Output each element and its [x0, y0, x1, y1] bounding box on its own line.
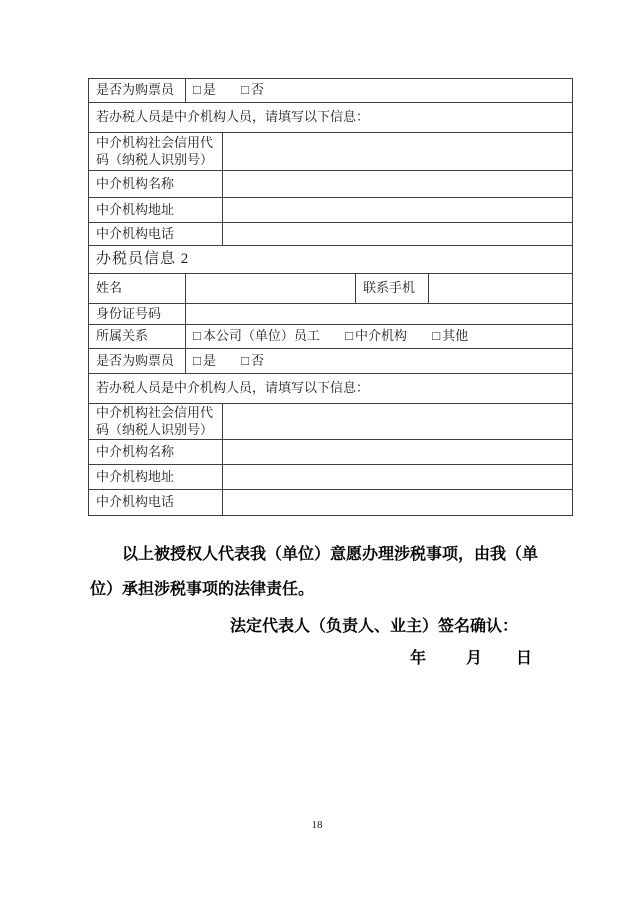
relation-option-other	[432, 328, 468, 345]
relation-option-agency-label: 中介机构	[354, 328, 407, 344]
agency-note-cell-1: 若办税人员是中介机构人员，请填写以下信息：	[89, 103, 573, 133]
relation-option-employee-label: 本公司（单位）员工	[202, 328, 320, 344]
date-year-label: 年	[410, 650, 427, 667]
option-yes-1	[193, 82, 216, 99]
relation-label-cell: 所属关系	[89, 325, 186, 349]
checkbox-icon: □	[432, 328, 441, 344]
checkbox-icon: □	[193, 352, 201, 368]
table-row	[89, 304, 573, 325]
table-row	[89, 465, 573, 490]
date-line	[410, 648, 566, 670]
table-row	[89, 79, 573, 103]
option-no-1	[241, 82, 264, 99]
agency-phone-value-cell-2	[223, 490, 573, 516]
agency-address-value-cell-2	[223, 465, 573, 490]
agency-code-label-cell-2: 中介机构社会信用代码（纳税人识别号）	[89, 404, 223, 440]
mobile-label-cell: 联系手机	[356, 274, 429, 304]
table-row	[89, 404, 573, 440]
option-yes-2	[193, 353, 216, 370]
date-day-label: 日	[516, 650, 533, 667]
table-row	[89, 198, 573, 223]
table-row	[89, 133, 573, 171]
name-label-cell: 姓名	[89, 274, 186, 304]
agency-name-value-cell-1	[223, 171, 573, 198]
agency-name-label-cell-1: 中介机构名称	[89, 171, 223, 198]
table-row	[89, 274, 573, 304]
tax-agent-form-table	[88, 78, 573, 516]
agency-phone-value-cell-1	[223, 223, 573, 246]
purchaser-options-cell-2	[186, 349, 573, 374]
table-row	[89, 349, 573, 374]
purchaser-options-cell-1	[186, 79, 573, 103]
relation-option-other-label: 其他	[442, 328, 469, 344]
statement-line-2: 位）承担涉税事项的法律责任。	[90, 581, 315, 598]
table-row	[89, 246, 573, 274]
table-row	[89, 325, 573, 349]
table-row	[89, 171, 573, 198]
signature-confirm-label: 法定代表人（负责人、业主）签名确认：	[230, 618, 519, 635]
checkbox-icon: □	[345, 328, 353, 344]
agency-address-label-cell-2: 中介机构地址	[89, 465, 223, 490]
agency-code-value-cell-1	[223, 133, 573, 171]
checkbox-icon: □	[241, 82, 249, 98]
option-no-label: 否	[250, 352, 264, 368]
mobile-value-cell	[429, 274, 573, 304]
relation-option-agency	[345, 328, 407, 345]
checkbox-icon: □	[193, 328, 201, 344]
agency-name-value-cell-2	[223, 440, 573, 465]
agency-code-value-cell-2	[223, 404, 573, 440]
agency-phone-label-cell-1: 中介机构电话	[89, 223, 223, 246]
agency-address-label-cell-1: 中介机构地址	[89, 198, 223, 223]
table-row	[89, 490, 573, 516]
table-row	[89, 374, 573, 404]
authorization-statement	[90, 544, 566, 670]
purchaser-label-cell-2: 是否为购票员	[89, 349, 186, 374]
statement-line-1: 以上被授权人代表我（单位）意愿办理涉税事项，由我（单	[122, 546, 539, 563]
option-yes-label: 是	[202, 82, 216, 98]
agency-code-label-cell-1: 中介机构社会信用代码（纳税人识别号）	[89, 133, 223, 171]
option-no-2	[241, 353, 264, 370]
relation-options-cell	[186, 325, 573, 349]
table-row	[89, 440, 573, 465]
name-value-cell	[186, 274, 356, 304]
relation-option-employee	[193, 328, 320, 345]
checkbox-icon: □	[241, 352, 249, 368]
option-no-label: 否	[250, 82, 264, 98]
page-number: 18	[311, 819, 323, 831]
option-yes-label: 是	[202, 352, 216, 368]
id-number-value-cell	[186, 304, 573, 325]
agency-phone-label-cell-2: 中介机构电话	[89, 490, 223, 516]
date-month-label: 月	[466, 650, 483, 667]
table-row	[89, 103, 573, 133]
section2-header: 办税员信息 2	[89, 246, 573, 274]
checkbox-icon: □	[193, 82, 201, 98]
purchaser-label-cell-1: 是否为购票员	[89, 79, 186, 103]
id-number-label-cell: 身份证号码	[89, 304, 186, 325]
table-row	[89, 223, 573, 246]
agency-address-value-cell-1	[223, 198, 573, 223]
agency-note-cell-2: 若办税人员是中介机构人员，请填写以下信息：	[89, 374, 573, 404]
agency-name-label-cell-2: 中介机构名称	[89, 440, 223, 465]
